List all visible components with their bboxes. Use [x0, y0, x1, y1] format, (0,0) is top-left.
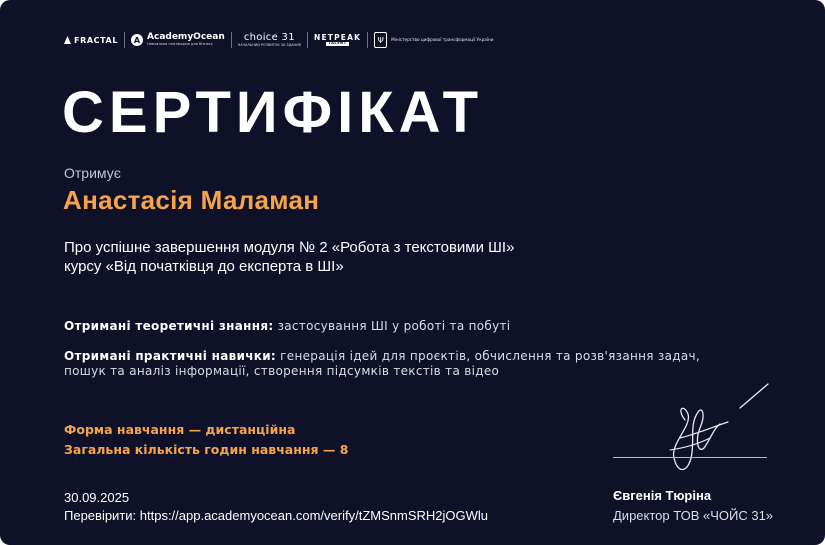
academyocean-logo — [131, 33, 225, 47]
academyocean-name: AcademyOcean — [147, 32, 225, 43]
issue-date: 30.09.2025 — [64, 490, 130, 505]
fractal-logo-text: FRACTAL — [74, 35, 119, 45]
netpeak-name: NETPEAK — [313, 32, 362, 42]
theory-knowledge — [64, 319, 704, 334]
skills-section — [64, 319, 704, 379]
fractal-drop-icon — [64, 36, 71, 44]
study-details — [64, 420, 348, 460]
theory-label: Отримані теоретичні знання: — [64, 319, 274, 333]
choice31-logo — [238, 33, 301, 47]
practice-label: Отримані практичні навички: — [64, 349, 277, 363]
academyocean-mark-icon: A — [131, 34, 143, 46]
logo-divider — [367, 32, 368, 48]
netpeak-badge: TALENT — [328, 41, 347, 46]
signature-line — [613, 457, 767, 458]
verify-link[interactable]: Перевірити: https://app.academyocean.com/verify/tZMSnmSRH2jOGWlu — [64, 508, 488, 523]
trident-icon: Ψ — [374, 32, 387, 48]
practical-skills — [64, 349, 704, 379]
practice-value: генерація ідей для проєктів, обчислення та розв'язання задач, пошук та аналіз інформації, створення підсумків текстів та відео — [64, 349, 701, 378]
choice31-name: choice 31 — [243, 31, 295, 43]
recipient-name: Анастасія Маламан — [63, 185, 320, 215]
netpeak-logo — [314, 34, 361, 46]
academyocean-tagline: Навчальна платформа для бізнесу — [147, 42, 213, 47]
study-form: Форма навчання — дистанційна — [64, 422, 296, 437]
choice31-tagline: НАЧАЛЬНИЙ РОЗВИТОК ЗА ЗДАНИЯ — [237, 42, 301, 47]
logo-divider — [124, 32, 125, 48]
logo-divider — [307, 32, 308, 48]
completion-course: курсу «Від початківця до експерта в ШІ» — [64, 258, 344, 275]
ministry-logo — [374, 32, 494, 48]
total-hours: Загальна кількість годин навчання — 8 — [64, 442, 349, 457]
certificate-title: СЕРТИФІКАТ — [62, 80, 484, 145]
completion-module: Про успішне завершення модуля № 2 «Робота з текстовими ШІ» — [64, 239, 515, 256]
signer-name: Євгенія Тюріна — [613, 488, 712, 503]
partner-logos — [64, 30, 494, 50]
fractal-logo — [64, 36, 118, 45]
theory-value: застосування ШІ у роботі та побуті — [277, 319, 511, 333]
receives-label: Отримує — [64, 165, 121, 181]
signature-image — [640, 378, 780, 480]
ministry-name: Міністерство цифрової трансформації України — [391, 36, 494, 42]
logo-divider — [231, 32, 232, 48]
signer-role: Директор ТОВ «ЧОЙС 31» — [613, 508, 774, 523]
completion-statement — [64, 238, 704, 276]
